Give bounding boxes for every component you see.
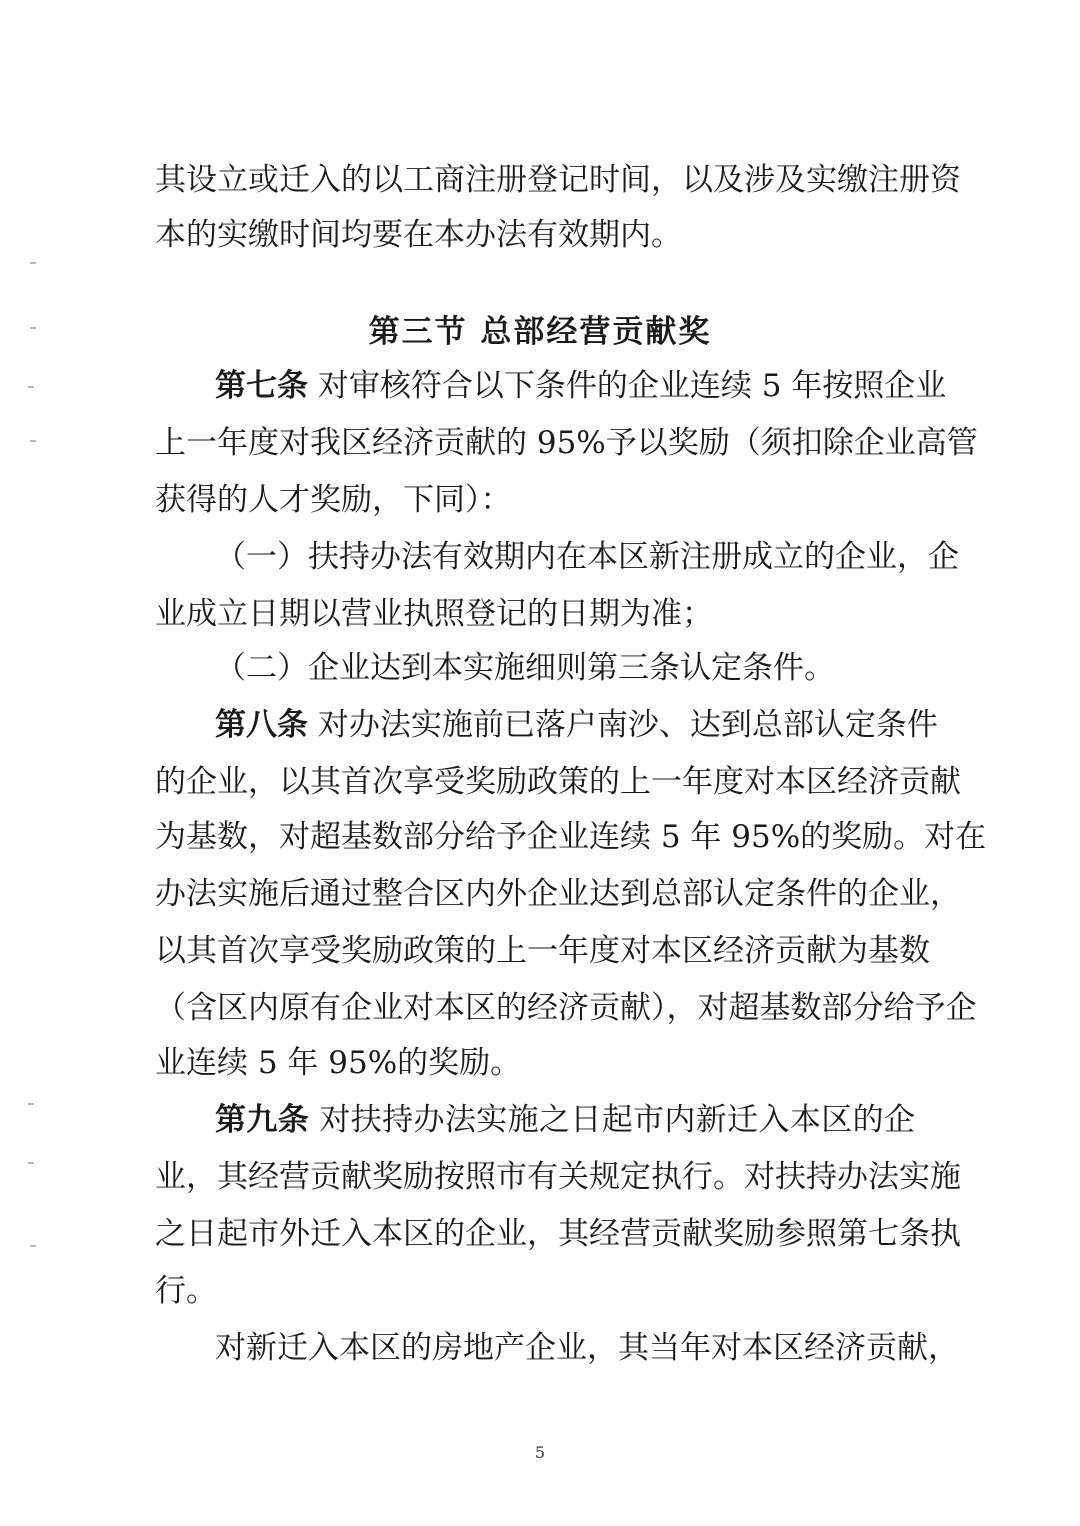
scan-mark — [30, 440, 36, 442]
article7-label: 第七条 — [215, 368, 308, 404]
article7-first-line — [215, 366, 947, 406]
text-line: 以其首次享受奖励政策的上一年度对本区经济贡献为基数 — [155, 933, 930, 969]
article8-first-line — [215, 705, 938, 745]
text-line: 业连续 5 年 95%的奖励。 — [155, 1045, 522, 1081]
article8-label: 第八条 — [215, 707, 308, 743]
text-line: 的企业，以其首次享受奖励政策的上一年度对本区经济贡献 — [155, 764, 961, 800]
text-line: 其设立或迁入的以工商注册登记时间，以及涉及实缴注册资 — [155, 162, 961, 198]
article8-first-text: 对办法实施前已落户南沙、达到总部认定条件 — [317, 707, 938, 743]
article7-first-text: 对审核符合以下条件的企业连续 5 年按照企业 — [317, 368, 947, 404]
text-line: 为基数，对超基数部分给予企业连续 5 年 95%的奖励。对在 — [155, 819, 987, 855]
text-line: （一）扶持办法有效期内在本区新注册成立的企业，企 — [215, 539, 959, 575]
article9-first-text: 对扶持办法实施之日起市内新迁入本区的企 — [319, 1102, 916, 1138]
article9-label: 第九条 — [215, 1102, 310, 1138]
section-heading: 第三节 总部经营贡献奖 — [368, 314, 712, 350]
text-line: 行。 — [155, 1273, 217, 1309]
scan-mark — [28, 386, 34, 388]
scan-mark — [30, 262, 36, 264]
article9-first-line — [215, 1100, 915, 1140]
text-line: 业，其经营贡献奖励按照市有关规定执行。对扶持办法实施 — [155, 1159, 961, 1195]
text-line: 办法实施后通过整合区内外企业达到总部认定条件的企业， — [155, 876, 961, 912]
text-line: 上一年度对我区经济贡献的 95%予以奖励（须扣除企业高管 — [155, 425, 978, 461]
text-line: 对新迁入本区的房地产企业，其当年对本区经济贡献， — [215, 1330, 959, 1366]
scan-mark — [28, 1162, 34, 1164]
scan-mark — [30, 1245, 36, 1247]
text-line: （含区内原有企业对本区的经济贡献），对超基数部分给予企 — [155, 990, 977, 1026]
text-line: （二）企业达到本实施细则第三条认定条件。 — [215, 650, 835, 686]
page-number: 5 — [534, 1443, 546, 1462]
text-line: 本的实缴时间均要在本办法有效期内。 — [155, 217, 682, 253]
scan-mark — [28, 1103, 34, 1105]
text-line: 业成立日期以营业执照登记的日期为准； — [155, 596, 713, 632]
text-line: 获得的人才奖励，下同）： — [155, 482, 512, 518]
text-line: 之日起市外迁入本区的企业，其经营贡献奖励参照第七条执 — [155, 1216, 961, 1252]
